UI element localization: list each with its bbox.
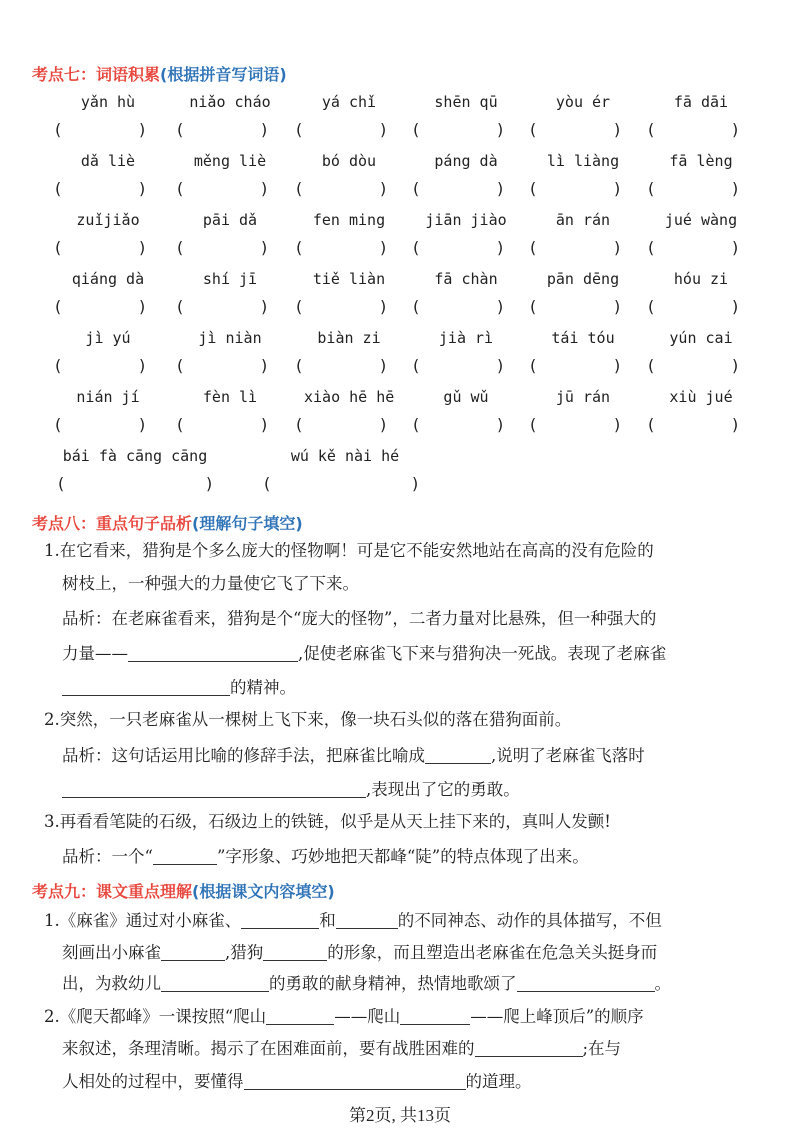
pinyin-label: jiān jiào <box>425 211 507 229</box>
pinyin-label: fā dāi <box>673 93 729 111</box>
answer-paren-close[interactable]: ) <box>732 238 739 257</box>
answer-paren-close[interactable]: ) <box>614 297 621 316</box>
pinyin-label: pān dēng <box>546 270 620 288</box>
answer-paren-open[interactable]: ( <box>648 238 655 257</box>
answer-paren-open[interactable]: ( <box>413 356 420 375</box>
pinyin-label: yún cai <box>669 329 733 347</box>
s8-q2-line1: 2.突然，一只老麻雀从一棵树上飞下来，像一块石头似的落在猎狗面前。 <box>44 710 572 729</box>
s9-q1-text-b: 和 <box>319 911 336 930</box>
s9-q2-text-b: ——爬山 <box>334 1007 401 1026</box>
s9-q1-line2 <box>62 944 657 962</box>
section-7-prefix: 考点七： <box>32 65 97 84</box>
answer-paren-open[interactable]: ( <box>648 415 655 434</box>
answer-paren-close[interactable]: ) <box>614 415 621 434</box>
s9-q1-blank-5[interactable] <box>161 975 269 992</box>
answer-paren-open[interactable]: ( <box>648 179 655 198</box>
s8-q1-line2: 树枝上，一种强大的力量使它飞了下来。 <box>62 574 359 593</box>
s9-q2-line2 <box>62 1040 621 1058</box>
answer-paren-close[interactable]: ) <box>497 356 504 375</box>
s9-q2-line1 <box>44 1008 644 1026</box>
s8-q3-analysis-post: ”字形象、巧妙地把天都峰“陡”的特点体现了出来。 <box>216 847 589 866</box>
answer-paren-close[interactable]: ) <box>261 415 268 434</box>
answer-paren-close[interactable]: ) <box>497 415 504 434</box>
answer-paren-close[interactable]: ) <box>261 297 268 316</box>
s9-q1-blank-6[interactable] <box>517 975 655 992</box>
answer-paren-close[interactable]: ) <box>732 120 739 139</box>
answer-paren-close[interactable]: ) <box>139 356 146 375</box>
s9-q2-blank-3[interactable] <box>475 1040 583 1057</box>
answer-paren-open[interactable]: ( <box>55 238 62 257</box>
answer-paren-close[interactable]: ) <box>206 474 213 493</box>
pinyin-label: fèn lì <box>202 388 258 406</box>
s8-q3-blank[interactable] <box>153 848 217 865</box>
answer-paren-open[interactable]: ( <box>296 238 303 257</box>
pinyin-label: fā chàn <box>434 270 498 288</box>
answer-paren-open[interactable]: ( <box>177 238 184 257</box>
pinyin-label: tiě liàn <box>312 270 386 288</box>
answer-paren-open[interactable]: ( <box>55 415 62 434</box>
pinyin-label: bó dòu <box>321 152 377 170</box>
answer-paren-close[interactable]: ) <box>261 238 268 257</box>
section-9-heading <box>32 879 335 902</box>
pinyin-label: pāi dǎ <box>202 211 258 229</box>
s9-q2-text-a: 2.《爬天都峰》一课按照“爬山 <box>44 1007 267 1026</box>
pinyin-label: yá chǐ <box>321 93 377 111</box>
s9-q2-text-f: 人相处的过程中，要懂得 <box>62 1072 244 1091</box>
s8-q2-analysis-pre: 品析：这句话运用比喻的修辞手法，把麻雀比喻成 <box>62 746 425 765</box>
answer-paren-close[interactable]: ) <box>380 415 387 434</box>
answer-paren-close[interactable]: ) <box>139 120 146 139</box>
answer-paren-open[interactable]: ( <box>296 415 303 434</box>
answer-paren-close[interactable]: ) <box>380 297 387 316</box>
answer-paren-open[interactable]: ( <box>177 120 184 139</box>
answer-paren-close[interactable]: ) <box>732 297 739 316</box>
section-8-title: 重点句子品析 <box>96 514 193 533</box>
answer-paren-close[interactable]: ) <box>614 238 621 257</box>
answer-paren-close[interactable]: ) <box>380 179 387 198</box>
s9-q2-text-d: 来叙述，条理清晰。揭示了在困难面前，要有战胜困难的 <box>62 1039 475 1058</box>
answer-paren-open[interactable]: ( <box>413 120 420 139</box>
s8-q2-blank-1[interactable] <box>425 747 491 764</box>
answer-paren-open[interactable]: ( <box>296 179 303 198</box>
answer-paren-open[interactable]: ( <box>58 474 65 493</box>
answer-paren-open[interactable]: ( <box>648 120 655 139</box>
answer-paren-open[interactable]: ( <box>530 415 537 434</box>
answer-paren-close[interactable]: ) <box>261 356 268 375</box>
s9-q1-line1 <box>44 912 662 930</box>
s9-q2-text-c: ——爬上峰顶后”的顺序 <box>470 1007 644 1026</box>
answer-paren-open[interactable]: ( <box>413 238 420 257</box>
page-footer: 第2页, 共13页 <box>349 1106 451 1125</box>
s8-q1-line1: 1.在它看来，猎狗是个多么庞大的怪物啊！可是它不能安然地站在高高的没有危险的 <box>44 541 654 560</box>
pinyin-label: jué wàng <box>664 211 738 229</box>
answer-paren-open[interactable]: ( <box>530 238 537 257</box>
pinyin-label: gǔ wǔ <box>443 388 489 406</box>
answer-paren-open[interactable]: ( <box>177 415 184 434</box>
answer-paren-open[interactable]: ( <box>55 297 62 316</box>
answer-paren-close[interactable]: ) <box>380 120 387 139</box>
pinyin-label: xiào hē hē <box>304 388 395 406</box>
answer-paren-close[interactable]: ) <box>380 356 387 375</box>
s8-q1-analysis-line2 <box>62 645 666 663</box>
answer-paren-open[interactable]: ( <box>55 356 62 375</box>
pinyin-label: lì liàng <box>546 152 620 170</box>
answer-paren-close[interactable]: ) <box>614 120 621 139</box>
answer-paren-open[interactable]: ( <box>177 179 184 198</box>
s9-q1-text-f: 的形象，而且塑造出老麻雀在危急关头挺身而 <box>327 943 658 962</box>
s9-q1-blank-4[interactable] <box>263 944 327 961</box>
answer-paren-open[interactable]: ( <box>177 356 184 375</box>
section-8-prefix: 考点八： <box>32 514 97 533</box>
s9-q1-line3 <box>62 975 671 993</box>
s8-q3-line1: 3.再看看笔陡的石级，石级边上的铁链，似乎是从天上挂下来的，真叫人发颤! <box>44 812 611 831</box>
pinyin-label: shēn qū <box>434 93 498 111</box>
answer-paren-close[interactable]: ) <box>139 179 146 198</box>
answer-paren-close[interactable]: ) <box>261 179 268 198</box>
s9-q2-line3 <box>62 1073 532 1091</box>
pinyin-label: niǎo cháo <box>189 93 271 111</box>
answer-paren-close[interactable]: ) <box>139 415 146 434</box>
s9-q1-blank-1[interactable] <box>241 912 319 929</box>
s9-q2-blank-4[interactable] <box>244 1073 466 1090</box>
answer-paren-close[interactable]: ) <box>497 120 504 139</box>
s9-q1-blank-2[interactable] <box>336 912 398 929</box>
pinyin-label: wú kě nài hé <box>290 447 400 465</box>
s8-q1-analysis-line3 <box>62 679 296 697</box>
s8-q2-analysis-end: ,表现出了它的勇敢。 <box>366 780 520 799</box>
answer-paren-open[interactable]: ( <box>296 120 303 139</box>
s8-q2-analysis-line2 <box>62 781 520 799</box>
s8-q3-analysis-pre: 品析：一个“ <box>62 847 153 866</box>
answer-paren-open[interactable]: ( <box>296 356 303 375</box>
answer-paren-open[interactable]: ( <box>530 297 537 316</box>
pinyin-label: bái fà cāng cāng <box>62 447 208 465</box>
pinyin-label: yòu ér <box>555 93 611 111</box>
s9-q1-text-g: 出，为救幼儿 <box>62 974 161 993</box>
s8-q3-analysis <box>62 848 589 866</box>
pinyin-label: qiáng dà <box>71 270 145 288</box>
s8-q1-blank-2[interactable] <box>62 679 230 696</box>
s8-q1-analysis-post: ,促使老麻雀飞下来与猎狗决一死战。表现了老麻雀 <box>298 644 667 663</box>
section-9-title: 课文重点理解 <box>96 882 193 901</box>
s9-q2-text-g: 的道理。 <box>465 1072 532 1091</box>
pinyin-label: měng liè <box>193 152 267 170</box>
s9-q1-text-e: ,猎狗 <box>225 943 264 962</box>
s9-q2-blank-1[interactable] <box>266 1008 334 1025</box>
s9-q2-blank-2[interactable] <box>400 1008 470 1025</box>
s8-q2-blank-2[interactable] <box>62 781 366 798</box>
answer-paren-close[interactable]: ) <box>380 238 387 257</box>
answer-paren-open[interactable]: ( <box>296 297 303 316</box>
answer-paren-open[interactable]: ( <box>55 120 62 139</box>
answer-paren-open[interactable]: ( <box>530 179 537 198</box>
pinyin-label: hóu zi <box>673 270 729 288</box>
answer-paren-close[interactable]: ) <box>614 356 621 375</box>
answer-paren-open[interactable]: ( <box>177 297 184 316</box>
answer-paren-open[interactable]: ( <box>55 179 62 198</box>
answer-paren-open[interactable]: ( <box>413 297 420 316</box>
section-8-hint: (理解句子填空) <box>192 514 303 533</box>
answer-paren-close[interactable]: ) <box>732 179 739 198</box>
answer-paren-open[interactable]: ( <box>264 474 271 493</box>
pinyin-label: jū rán <box>555 388 611 406</box>
s8-q2-analysis-line1 <box>62 747 645 765</box>
answer-paren-close[interactable]: ) <box>497 297 504 316</box>
answer-paren-close[interactable]: ) <box>139 297 146 316</box>
pinyin-label: shí jī <box>202 270 258 288</box>
s8-q2-analysis-post: ,说明了老麻雀飞落时 <box>491 746 645 765</box>
pinyin-label: jià rì <box>438 329 494 347</box>
answer-paren-close[interactable]: ) <box>497 179 504 198</box>
pinyin-label: tái tóu <box>551 329 615 347</box>
answer-paren-close[interactable]: ) <box>412 474 419 493</box>
s9-q1-text-d: 刻画出小麻雀 <box>62 943 161 962</box>
answer-paren-close[interactable]: ) <box>497 238 504 257</box>
pinyin-label: ān rán <box>555 211 611 229</box>
s9-q1-text-a: 1.《麻雀》通过对小麻雀、 <box>44 911 242 930</box>
answer-paren-open[interactable]: ( <box>413 415 420 434</box>
answer-paren-open[interactable]: ( <box>648 356 655 375</box>
s9-q2-text-e: ;在与 <box>582 1039 622 1058</box>
section-8-heading <box>32 511 303 534</box>
section-9-hint: (根据课文内容填空) <box>192 882 335 901</box>
answer-paren-open[interactable]: ( <box>648 297 655 316</box>
s9-q1-blank-3[interactable] <box>161 944 225 961</box>
answer-paren-close[interactable]: ) <box>732 415 739 434</box>
pinyin-label: fā lèng <box>669 152 733 170</box>
section-9-prefix: 考点九： <box>32 882 97 901</box>
section-7-title: 词语积累 <box>96 65 161 84</box>
section-7-hint: (根据拼音写词语) <box>160 65 287 84</box>
s8-q1-analysis-line1: 品析：在老麻雀看来，猎狗是个“庞大的怪物”，二者力量对比悬殊，但一种强大的 <box>62 609 657 628</box>
pinyin-label: fen ming <box>312 211 386 229</box>
answer-paren-close[interactable]: ) <box>614 179 621 198</box>
pinyin-label: zuǐjiǎo <box>76 211 140 229</box>
pinyin-label: jì yú <box>85 329 131 347</box>
pinyin-label: jì niàn <box>198 329 262 347</box>
pinyin-label: yǎn hù <box>80 93 136 111</box>
s8-q1-analysis-end: 的精神。 <box>230 678 296 697</box>
s9-q1-text-i: 。 <box>654 974 671 993</box>
answer-paren-open[interactable]: ( <box>413 179 420 198</box>
s9-q1-text-c: 的不同神态、动作的具体描写，不但 <box>397 911 662 930</box>
pinyin-label: xiù jué <box>669 388 733 406</box>
answer-paren-close[interactable]: ) <box>261 120 268 139</box>
pinyin-label: biàn zi <box>317 329 381 347</box>
s9-q1-text-h: 的勇敢的献身精神，热情地歌颂了 <box>269 974 517 993</box>
pinyin-label: páng dà <box>434 152 498 170</box>
answer-paren-open[interactable]: ( <box>530 356 537 375</box>
answer-paren-close[interactable]: ) <box>139 238 146 257</box>
answer-paren-open[interactable]: ( <box>530 120 537 139</box>
pinyin-label: dǎ liè <box>80 152 136 170</box>
pinyin-label: nián jí <box>76 388 140 406</box>
answer-paren-close[interactable]: ) <box>732 356 739 375</box>
s8-q1-blank-1[interactable] <box>128 645 298 662</box>
s8-q1-analysis-pre: 力量—— <box>62 644 128 663</box>
section-7-heading <box>32 62 287 85</box>
